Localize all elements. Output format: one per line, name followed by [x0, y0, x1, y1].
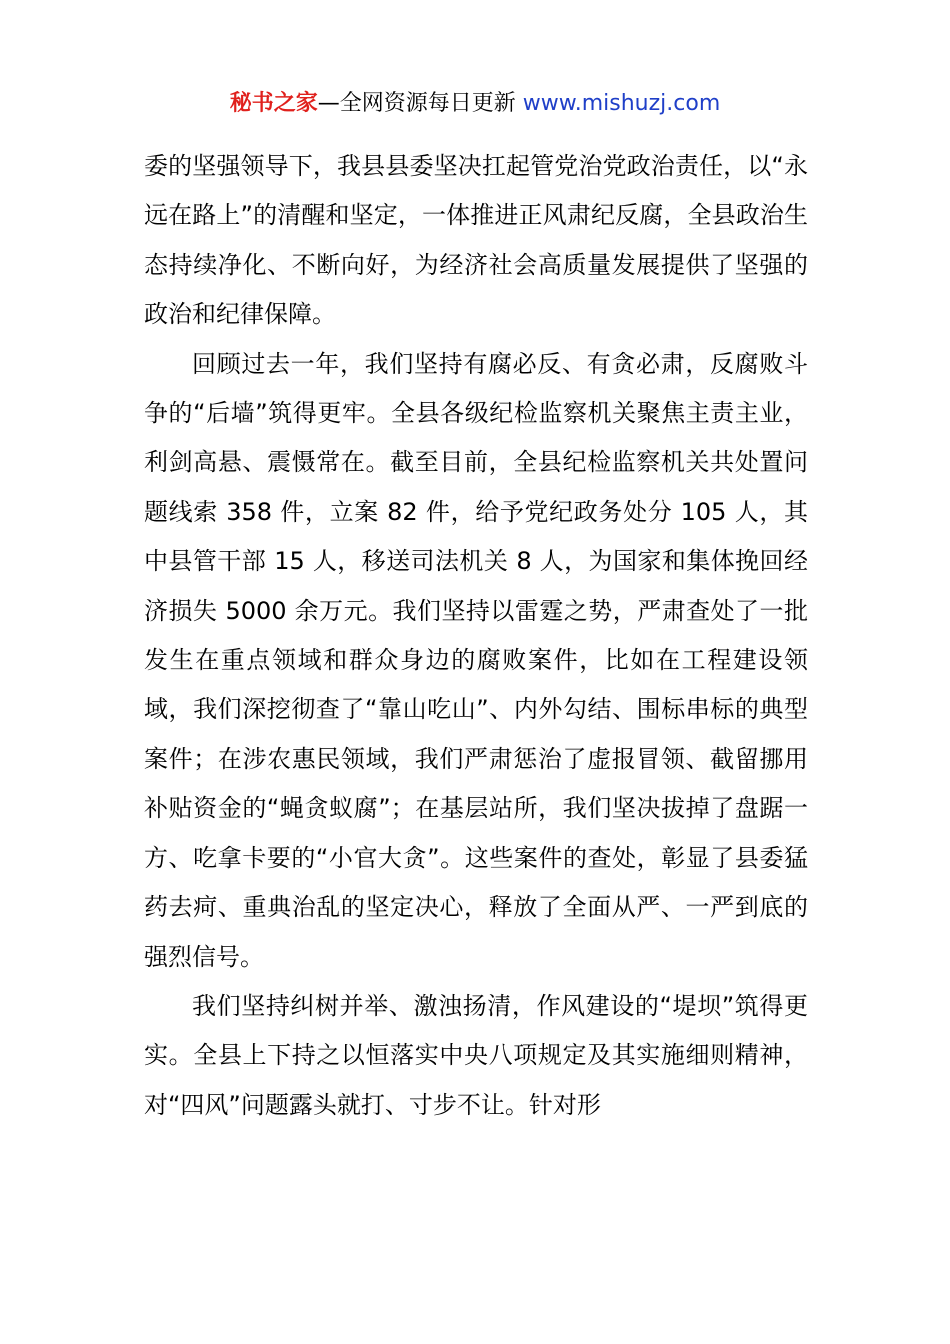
- site-header: [0, 88, 950, 120]
- paragraph-continued: 委的坚强领导下，我县县委坚决扛起管党治党政治责任，以“永远在路上”的清醒和坚定，一体推进正风肃纪反腐，全县政治生态持续净化、不断向好，为经济社会高质量发展提供了坚强的政治和纪律保障。: [144, 152, 808, 329]
- paragraph-work-style: 我们坚持纠树并举、激浊扬清，作风建设的“堤坝”筑得更实。全县上下持之以恒落实中央八项规定及其实施细则精神，对“四风”问题露头就打、寸步不让。针对形: [144, 991, 808, 1119]
- site-url-link[interactable]: www.mishuzj.com: [522, 91, 721, 116]
- paragraph-anti-corruption: 回顾过去一年，我们坚持有腐必反、有贪必肃，反腐败斗争的“后墙”筑得更牢。全县各级纪检监察机关聚焦主责主业，利剑高悬、震慑常在。截至目前，全县纪检监察机关共处置问题线索 358 件，立案 82 件，给予党纪政务处分 105 人，其中县管干部 15 人，移送司法机关 8 人，为国家和集体挽回经济损失 5000 余万元。我们坚持以雷霆之势，严肃查处了一批发生在重点领域和群众身边的腐败案件，比如在工程建设领域，我们深挖彻查了“靠山吃山”、内外勾结、围标串标的典型案件；在涉农惠民领域，我们严肃惩治了虚报冒领、截留挪用补贴资金的“蝇贪蚁腐”；在基层站所，我们坚决拔掉了盘踞一方、吃拿卡要的“小官大贪”。这些案件的查处，彰显了县委猛药去疴、重典治乱的坚定决心，释放了全面从严、一严到底的强烈信号。: [144, 349, 808, 971]
- site-tagline: —全网资源每日更新: [317, 91, 523, 116]
- site-brand: 秘书之家: [229, 91, 318, 116]
- document-body: [144, 142, 808, 1130]
